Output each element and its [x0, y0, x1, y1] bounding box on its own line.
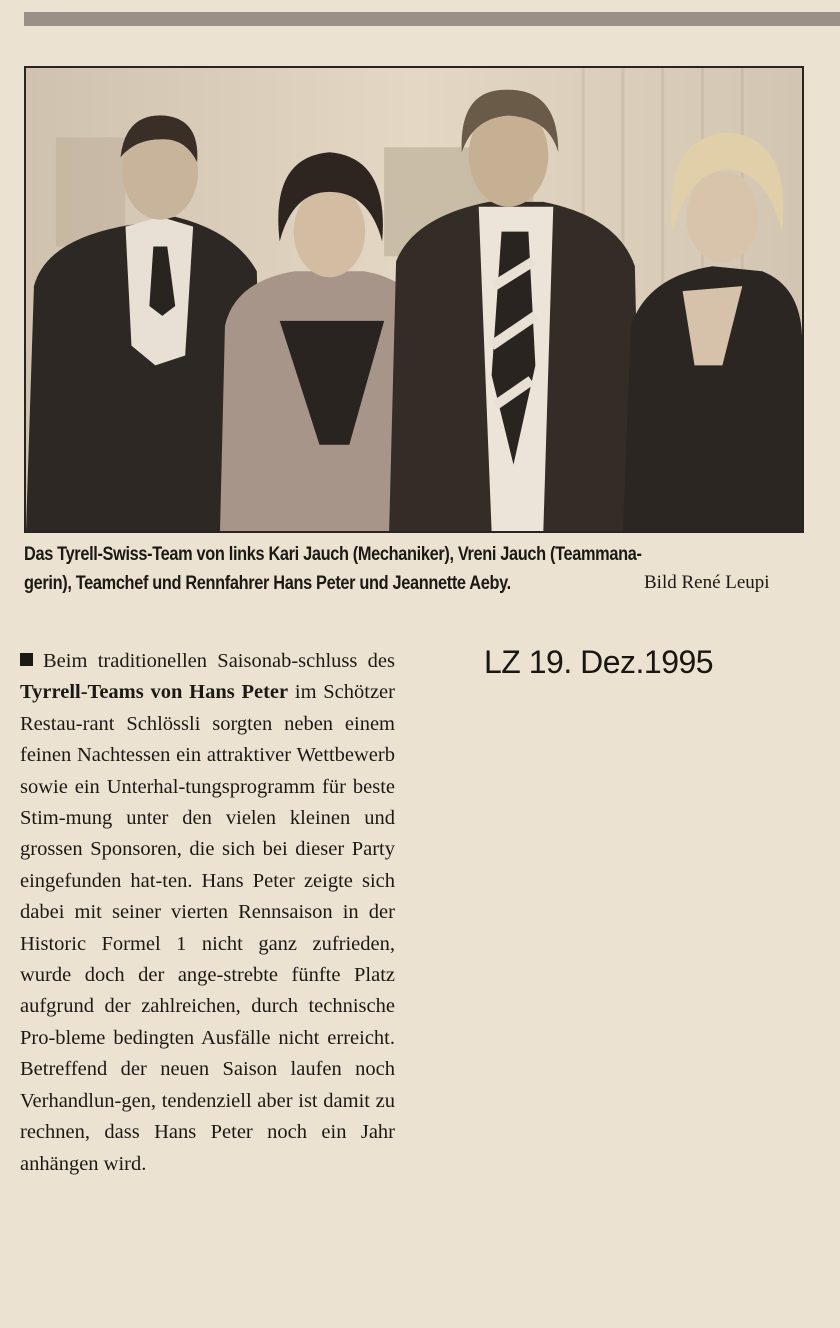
- article-text-part-1: Beim traditionellen Saisonab-schluss des: [43, 650, 395, 672]
- top-rule: [24, 12, 840, 26]
- bullet-square-icon: [20, 653, 33, 666]
- photo-credit: Bild René Leupi: [644, 572, 770, 593]
- article-body: [20, 646, 395, 1180]
- team-photo: [24, 66, 804, 533]
- article-text-bold: Tyrrell-Teams von Hans Peter: [20, 681, 289, 704]
- caption-line-1: Das Tyrell-Swiss-Team von links Kari Jauch (Mechaniker), Vreni Jauch (Teammana-: [24, 544, 642, 565]
- team-photo-illustration: [26, 68, 802, 531]
- caption-line-2: gerin), Teamchef und Rennfahrer Hans Peter und Jeannette Aeby.: [24, 573, 511, 594]
- date-stamp: LZ 19. Dez.1995: [484, 644, 714, 680]
- article-text-part-2: im Schötzer Restau-rant Schlössli sorgten neben einem feinen Nachtessen ein attraktiver Wettbewerb sowie ein Unterhal-tungsprogramm für beste Stim-mung unter den vielen kleinen und grossen Sponsoren, die sich bei dieser Party eingefunden hat-ten. Hans Peter zeigte sich dabei mit seiner vierten Rennsaison in der Historic Formel 1 nicht ganz zufrieden, wurde doch der ange-strebte fünfte Platz aufgrund der zahlreichen, durch technische Pro-bleme bedingten Ausfälle nicht erreicht. Betreffend der neuen Saison laufen noch Verhandlun-gen, tendenziell aber ist damit zu rechnen, dass Hans Peter noch ein Jahr anhängen wird.: [20, 681, 395, 1175]
